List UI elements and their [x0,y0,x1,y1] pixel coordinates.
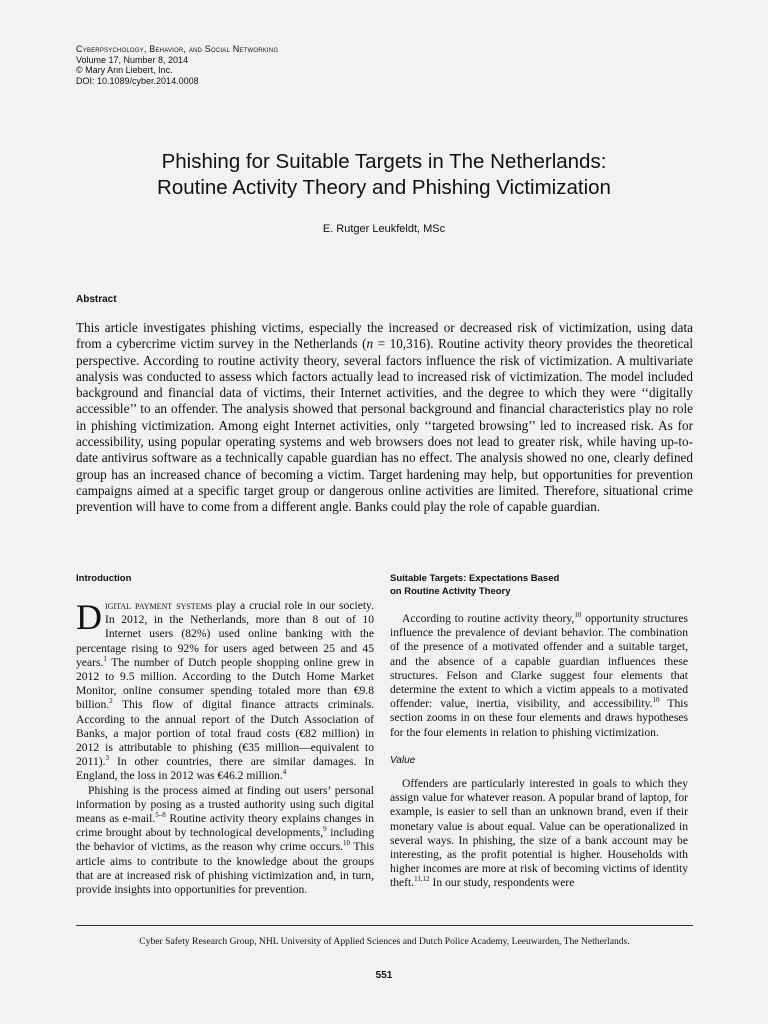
abstract-heading: Abstract [76,294,117,305]
right-column [390,572,688,891]
abstract-body [76,320,693,516]
value-paragraph: Offenders are particularly interested in goals to which they assign value for whatever reason. A popular brand of laptop, for example, is easier to sell than an unknown brand, even if their monetary value is about equal. Value can be operationalized in several ways. In phishing, the size of a bank account may be interesting, as the profit potential is higher. Households with higher incomes are more at risk of becoming victims of identity theft.$^{11,12}$ In our study, respondents were [390,777,688,890]
targets-heading: Suitable Targets: Expectations Based on Routine Activity Theory [390,573,560,597]
abstract-paragraph: This article investigates phishing victims, especially the increased or decreased risk of victimization, using data from a cybercrime victim survey in the Netherlands (n = 10,316). Routine activity theory provides the theoretical perspective. According to routine activity theory, several factors influence the risk of victimization. A multivariate analysis was conducted to assess which factors actually lead to increased risk of victimization. The model included background and financial data of victims, their Internet activities, and the degree to which they were ‘‘digitally accessible’’ to an offender. The analysis showed that personal background and financial characteristics play no role in phishing victimization. Among eight Internet activities, only ‘‘targeted browsing’’ led to increased risk. As for accessibility, using popular operating systems and web browsers does not lead to greater risk, while having up-to-date antivirus software as a technically capable guardian has no effect. The analysis showed no one, clearly defined group has an increased chance of becoming a victim. Target hardening may help, but opportunities for prevention campaigns aimed at a specific target group or dangerous online activities are limited. Therefore, situational crime prevention will have to come from a different angle. Banks could play the role of capable guardian. [76,320,693,515]
author-line: E. Rutger Leukfeldt, MSc [322,223,446,235]
footnote-divider [76,925,693,926]
journal-header [76,44,278,86]
journal-doi: DOI: 10.1089/cyber.2014.0008 [76,75,199,86]
drop-cap: D [76,597,102,637]
title-line-2: Routine Activity Theory and Phishing Victimization [157,175,611,199]
journal-name: Cyberpsychology, Behavior, and Social Networking [76,44,279,54]
intro-heading: Introduction [76,573,132,584]
journal-volume: Volume 17, Number 8, 2014 [76,54,189,65]
left-column [76,572,374,897]
title-line-1: Phishing for Suitable Targets in The Netherlands: [161,149,607,173]
intro-paragraph-1: Digital payment systems play a crucial role in our society. In 2012, in the Netherlands, more than 8 out of 10 Internet users (82%) used online banking with the percentage rising to 92% for users aged between 25 and 45 years.$^1$ The number of Dutch people shopping online grew in 2012 to 9.5 million. According to the Dutch Home Market Monitor, online consumer spending totaled more than €9.8 billion.$^2$ This flow of digital finance attracts criminals. According to the annual report of the Dutch Association of Banks, a major portion of total fraud costs (€82 million) in 2012 is attributable to phishing (€35 million—equivalent to 2011).$^3$ In other countries, there are similar damages. In England, the loss in 2012 was €46.2 million.$^4$ [76,597,374,783]
article-title [60,149,708,201]
journal-copyright: © Mary Ann Liebert, Inc. [76,65,173,75]
affiliation-footnote: Cyber Safety Research Group, NHL University of Applied Sciences and Dutch Police Academy, Leeuwarden, The Netherlands. [139,936,630,947]
page-number: 551 [375,970,393,981]
intro-paragraph-2: Phishing is the process aimed at finding out users’ personal information by posing as a trusted authority using such digital means as e-mail.$^{5-8}$ Routine activity theory explains changes in crime brought about by technological developments,$^9$ including the behavior of victims, as the reason why crime occurs.$^{10}$ This article aims to contribute to the knowledge about the groups that are at increased risk of phishing victimization and, in turn, provide insights into opportunities for prevention. [76,783,374,897]
value-subheading: Value [390,754,416,766]
targets-paragraph-1: According to routine activity theory,$^{10}$ opportunity structures influence the prevalence of deviant behavior. The combination of the presence of a motivated offender and a suitable target, and the absence of a capable guardian influences these structures. Felson and Clarke suggest four elements that determine the extent to which a victim appeals to a motivated offender: value, inertia, visibility, and accessibility.$^{10}$ This section zooms in on these four elements and draws hypotheses for the four elements in relation to phishing victimization. [390,611,688,739]
